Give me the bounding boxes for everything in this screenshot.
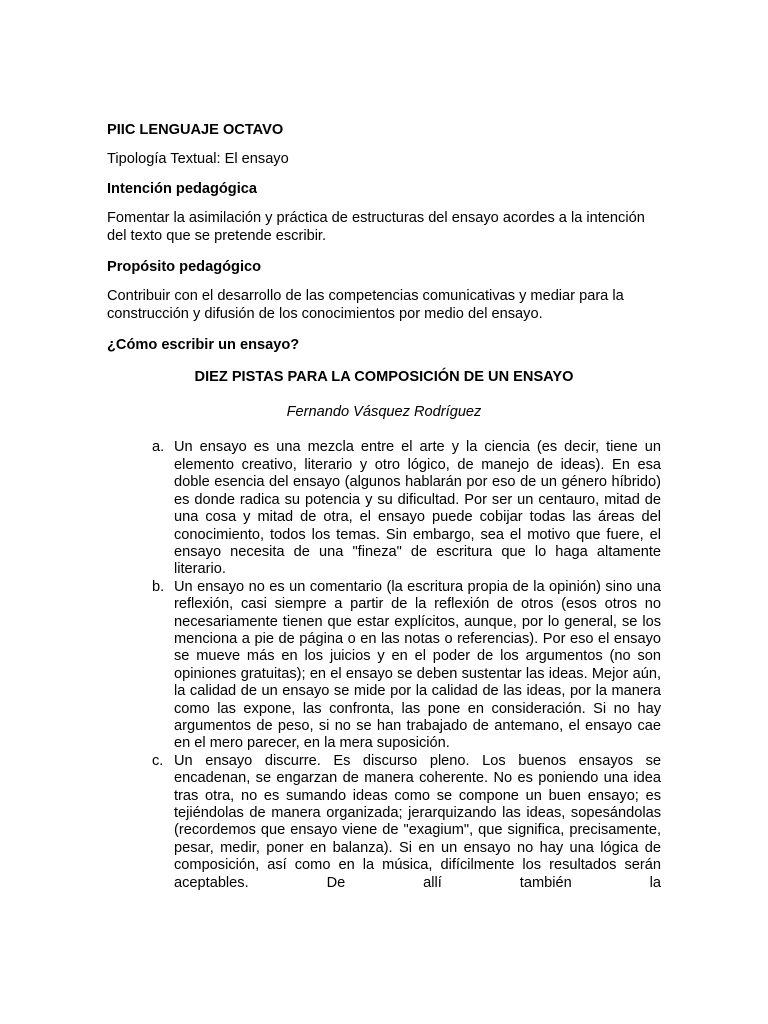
list-item	[107, 579, 661, 753]
list-item-text: Un ensayo es una mezcla entre el arte y la ciencia (es decir, tiene un elemento creativo, literario y otro lógico, de manejo de ideas). En esa doble esencia del ensayo (algunos hablarán por eso de un género híbrido) es donde radica su potencia y su dificultad. Por ser un centauro, mitad de una cosa y mitad de otra, el ensayo puede cobijar todas las áreas del conocimiento, todos los temas. Sin embargo, sea el motivo que fuere, el ensayo necesita de una "fineza" de escritura que lo haga altamente literario.	[174, 439, 661, 578]
intention-heading: Intención pedagógica	[107, 180, 258, 197]
purpose-text: Contribuir con el desarrollo de las competencias comunicativas y mediar para la construcción y difusión de los conocimientos por medio del ensayo.	[107, 288, 624, 322]
essay-author: Fernando Vásquez Rodríguez	[286, 404, 482, 421]
list-item	[107, 753, 661, 892]
course-title: PIIC LENGUAJE OCTAVO	[107, 122, 284, 138]
list-item-text: Un ensayo discurre. Es discurso pleno. Los buenos ensayos se encadenan, se engarzan de manera coherente. No es poniendo una idea tras otra, no es sumando ideas como se compone un buen ensayo; es tejiéndolas de manera organizada; jerarquizando las ideas, sopesándolas (recordemos que ensayo viene de "exagium", que significa, precisamente, pesar, medir, poner en balanza). Si en un ensayo no hay una lógica de composición, así como en la música, difícilmente los resultados serán aceptables. De allí también la	[174, 752, 661, 891]
list-marker: c.	[152, 752, 164, 769]
list-item	[107, 439, 661, 578]
purpose-heading: Propósito pedagógico	[107, 259, 262, 276]
list-marker: b.	[152, 578, 165, 595]
question-heading: ¿Cómo escribir un ensayo?	[107, 337, 300, 354]
intention-text: Fomentar la asimilación y práctica de estructuras del ensayo acordes a la intención del texto que se pretende escribir.	[107, 210, 645, 244]
list-item-text: Un ensayo no es un comentario (la escritura propia de la opinión) sino una reflexión, casi siempre a partir de la reflexión de otros (esos otros no necesariamente tienen que estar explícitos, aunque, por lo general, se los menciona a pie de página o en las notas o referencias). Por eso el ensayo se mueve más en los juicios y en el poder de los argumentos (no son opiniones gratuitas); en el ensayo se deben sustentar las ideas. Mejor aún, la calidad de un ensayo se mide por la calidad de las ideas, por la manera como las expone, las confronta, las pone en consideración. Si no hay argumentos de peso, si no se han trabajado de antemano, el ensayo cae en el mero parecer, en la mera suposición.	[174, 578, 661, 752]
document-page	[107, 122, 661, 892]
essay-title: DIEZ PISTAS PARA LA COMPOSICIÓN DE UN ENSAYO	[194, 368, 574, 385]
list-marker: a.	[152, 439, 165, 456]
tips-list	[107, 439, 661, 892]
typology-line: Tipología Textual: El ensayo	[107, 151, 289, 168]
